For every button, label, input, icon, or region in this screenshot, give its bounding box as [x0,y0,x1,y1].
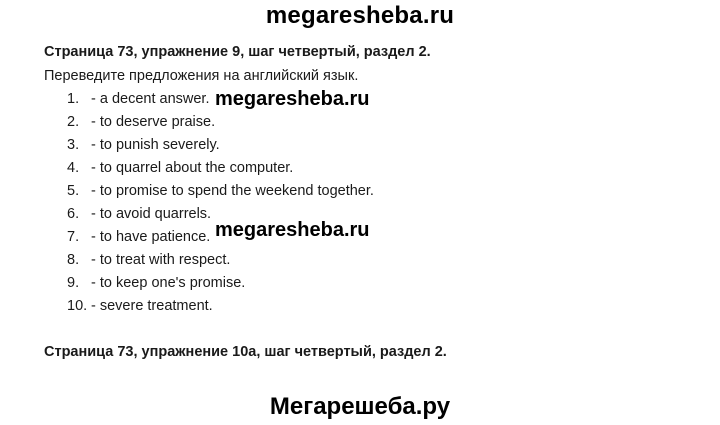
list-item-text: - to deserve praise. [91,114,216,130]
list-item-text: - to have patience. [91,229,211,245]
inline-watermark: megaresheba.ru [215,219,370,241]
list-item-number: 5. [67,183,80,199]
list-item-text: - a decent answer. [91,91,210,107]
list-item-number: 9. [67,275,80,291]
list-item-number: 6. [67,206,80,222]
list-item-number: 4. [67,160,80,176]
section-heading-exercise-10a: Страница 73, упражнение 10а, шаг четвертый, раздел 2. [44,344,447,360]
list-item-text: - to avoid quarrels. [91,206,212,222]
top-watermark: megaresheba.ru [265,2,455,29]
list-item-number: 2. [67,114,80,130]
list-item-number: 8. [67,252,80,268]
list-item-text: - to quarrel about the computer. [91,160,294,176]
list-item-text: - to punish severely. [91,137,220,153]
list-item-text: - to keep one's promise. [91,275,246,291]
list-item-text: - to treat with respect. [91,252,231,268]
list-item-text: - severe treatment. [91,298,213,314]
inline-watermark: megaresheba.ru [215,88,370,110]
bottom-watermark: Мегарешеба.ру [269,393,451,420]
list-item-number: 1. [67,91,80,107]
section-heading-exercise-9: Страница 73, упражнение 9, шаг четвертый, раздел 2. [44,44,431,60]
instruction-text: Переведите предложения на английский язык. [44,68,359,84]
list-item-text: - to promise to spend the weekend together. [91,183,374,199]
list-item-number: 3. [67,137,80,153]
list-item-number: 7. [67,229,80,245]
list-item-number: 10. [67,298,88,314]
